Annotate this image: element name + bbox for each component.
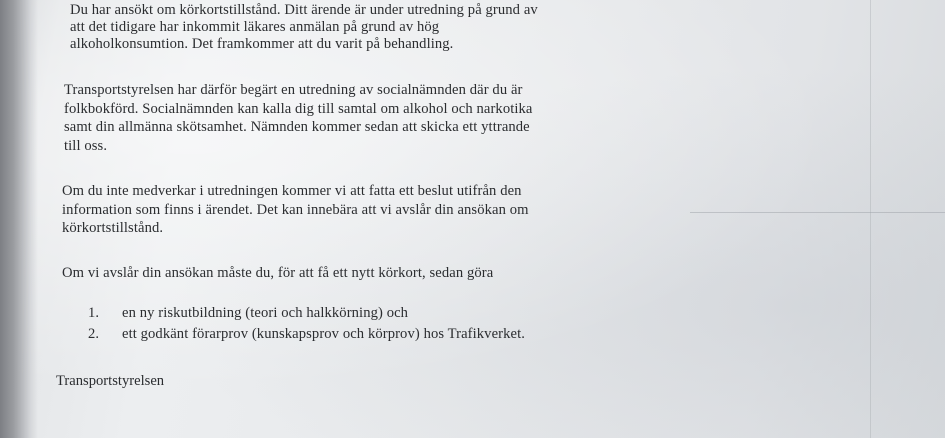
list-text: ett godkänt förarprov (kunskapsprov och körprov) hos Trafikverket. — [122, 326, 525, 342]
text-line: Du har ansökt om körkortstillstånd. Ditt ärende är under utredning på grund av — [70, 2, 538, 18]
text-line: information som finns i ärendet. Det kan innebära att vi avslår din ansökan om — [62, 201, 529, 218]
paragraph-social-investigation — [64, 81, 533, 155]
text-line: folkbokförd. Socialnämnden kan kalla dig till samtal om alkohol och narkotika — [64, 100, 533, 117]
text-line: samt din allmänna skötsamhet. Nämnden kommer sedan att skicka ett yttrande — [64, 119, 530, 135]
list-item — [88, 324, 525, 345]
paper-crease — [870, 0, 871, 438]
text-line: Om du inte medverkar i utredningen kommer vi att fatta ett beslut utifrån den — [62, 183, 522, 199]
signature-sender: Transportstyrelsen — [56, 373, 165, 389]
text-line: till oss. — [64, 137, 108, 154]
text-line: alkoholkonsumtion. Det framkommer att du varit på behandling. — [70, 36, 454, 52]
paragraph-non-cooperation — [62, 182, 529, 238]
list-number: 2. — [88, 326, 100, 342]
paragraph-rejection-consequence — [62, 265, 493, 282]
text-line: Om vi avslår din ansökan måste du, för att få ett nytt körkort, sedan göra — [62, 265, 494, 281]
list-number: 1. — [88, 305, 100, 321]
text-line: Transportstyrelsen har därför begärt en utredning av socialnämnden där du är — [64, 82, 523, 98]
list-text: en ny riskutbildning (teori och halkkörning) och — [122, 305, 409, 321]
paragraph-application-status — [70, 2, 538, 53]
paper-left-edge-shadow — [0, 0, 38, 438]
list-item — [88, 303, 525, 324]
paper-fold-line — [690, 212, 945, 213]
requirements-list — [88, 303, 525, 345]
text-line: att det tidigare har inkommit läkares anmälan på grund av hög — [70, 19, 440, 35]
text-line: körkortstillstånd. — [62, 220, 164, 236]
